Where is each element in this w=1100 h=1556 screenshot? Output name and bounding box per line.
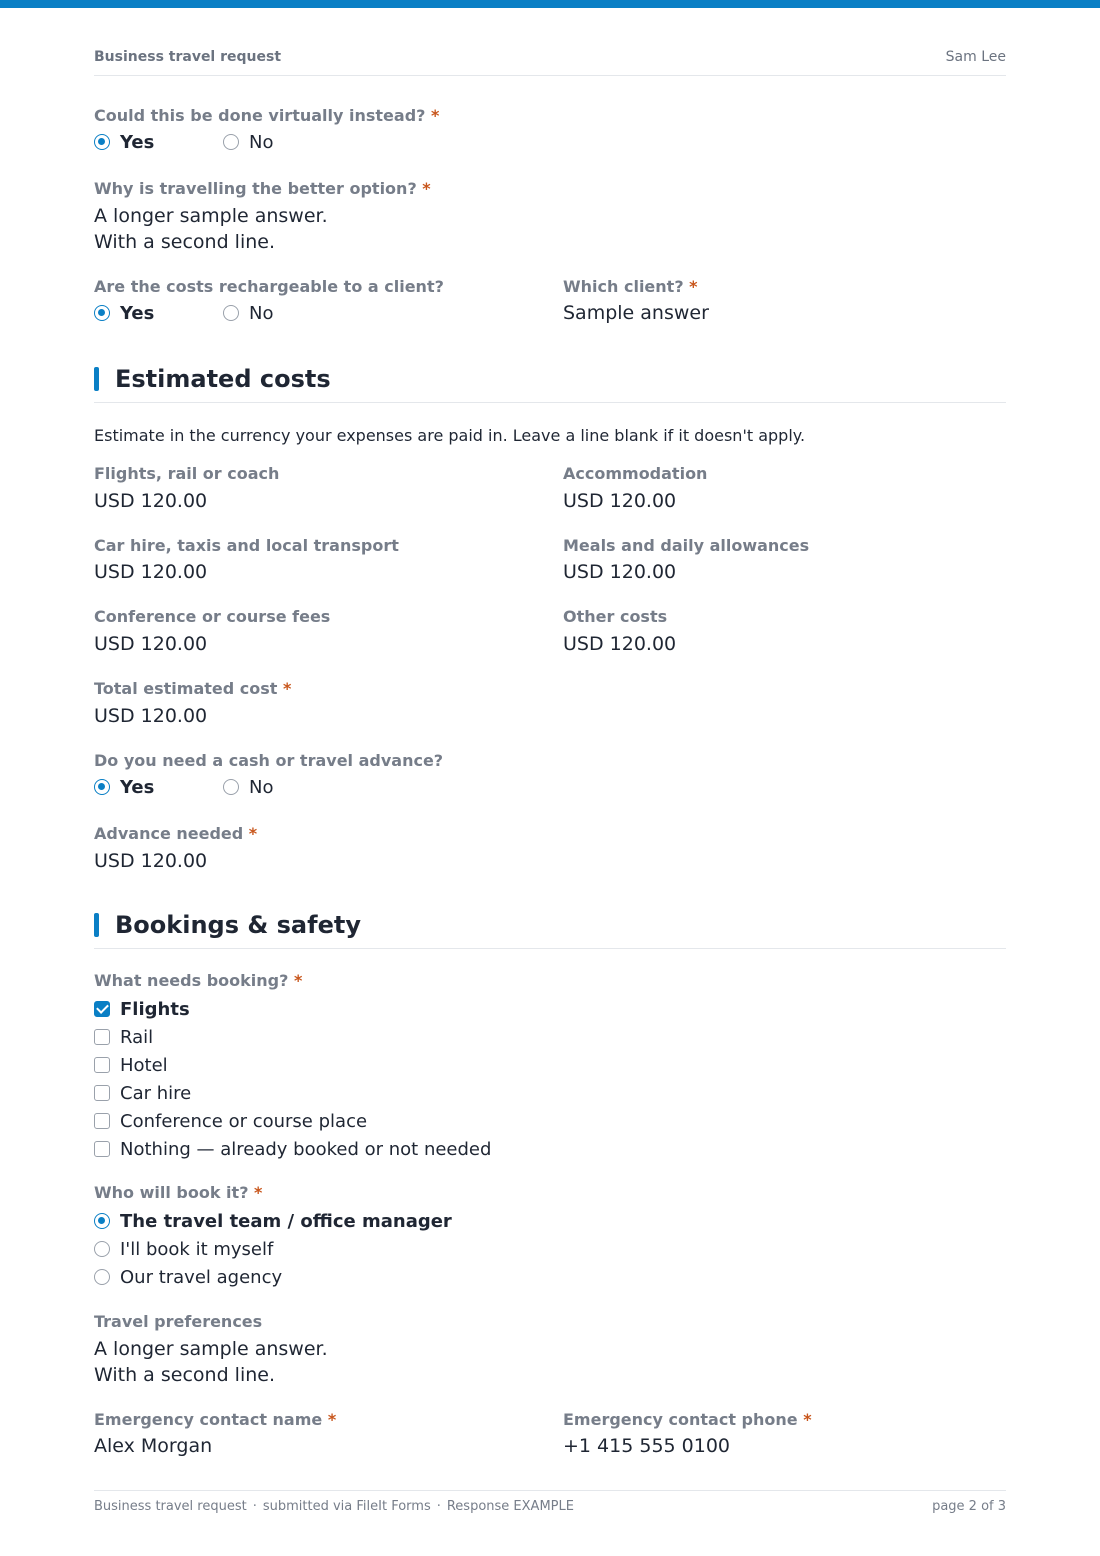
radio-option-myself[interactable]: I'll book it myself xyxy=(94,1235,452,1263)
checkbox-option-hotel[interactable]: Hotel xyxy=(94,1051,491,1079)
header-divider xyxy=(94,75,1006,76)
checkbox-option-car-hire[interactable]: Car hire xyxy=(94,1079,491,1107)
checkbox-option-flights[interactable]: Flights xyxy=(94,995,491,1023)
field-value-accommodation: USD 120.00 xyxy=(563,490,677,512)
field-value-emergency-phone: +1 415 555 0100 xyxy=(563,1435,731,1457)
field-label-car: Car hire, taxis and local transport xyxy=(94,536,399,555)
field-value-advance: USD 120.00 xyxy=(94,850,208,872)
checkbox-group-booking-needs xyxy=(94,995,491,1163)
checkbox-empty-icon[interactable] xyxy=(94,1141,110,1157)
field-label-preferences: Travel preferences xyxy=(94,1312,263,1331)
question-label-recharge: Are the costs rechargeable to a client? xyxy=(94,277,444,296)
field-value-car: USD 120.00 xyxy=(94,561,208,583)
checkbox-checked-icon[interactable] xyxy=(94,1001,110,1017)
radio-empty-icon[interactable] xyxy=(94,1269,110,1285)
section-intro: Estimate in the currency your expenses are paid in. Leave a line blank if it doesn't apply. xyxy=(94,426,806,445)
radio-selected-icon[interactable] xyxy=(94,1213,110,1229)
question-label-why: Why is travelling the better option? * xyxy=(94,179,431,198)
field-label-emergency-name: Emergency contact name * xyxy=(94,1410,337,1429)
radio-empty-icon[interactable] xyxy=(223,305,239,321)
section-divider xyxy=(94,948,1006,949)
radio-empty-icon[interactable] xyxy=(94,1241,110,1257)
field-value-preferences: A longer sample answer. With a second line. xyxy=(94,1338,328,1386)
radio-group-who-books xyxy=(94,1207,452,1291)
field-label-accommodation: Accommodation xyxy=(563,464,708,483)
section-heading-bookings: Bookings & safety xyxy=(94,911,361,939)
section-accent-bar xyxy=(94,367,99,391)
field-label-other: Other costs xyxy=(563,607,668,626)
radio-option-yes[interactable]: Yes xyxy=(94,775,223,799)
checkbox-option-conference[interactable]: Conference or course place xyxy=(94,1107,491,1135)
radio-group-virtual xyxy=(94,130,273,154)
radio-empty-icon[interactable] xyxy=(223,779,239,795)
footer-divider xyxy=(94,1490,1006,1491)
question-label-who-books: Who will book it? * xyxy=(94,1183,263,1202)
field-label-meals: Meals and daily allowances xyxy=(563,536,810,555)
question-label-virtual: Could this be done virtually instead? * xyxy=(94,106,440,125)
section-accent-bar xyxy=(94,913,99,937)
field-value-emergency-name: Alex Morgan xyxy=(94,1435,213,1457)
radio-option-yes[interactable]: Yes xyxy=(94,301,223,325)
radio-empty-icon[interactable] xyxy=(223,134,239,150)
question-label-booking-needs: What needs booking? * xyxy=(94,971,303,990)
field-label-emergency-phone: Emergency contact phone * xyxy=(563,1410,812,1429)
field-value-total: USD 120.00 xyxy=(94,705,208,727)
checkbox-empty-icon[interactable] xyxy=(94,1029,110,1045)
answer-why: A longer sample answer. With a second line. xyxy=(94,205,328,253)
radio-option-yes[interactable]: Yes xyxy=(94,130,223,154)
radio-option-no[interactable]: No xyxy=(223,775,273,799)
answer-client: Sample answer xyxy=(563,302,709,324)
radio-selected-icon[interactable] xyxy=(94,305,110,321)
field-label-flights: Flights, rail or coach xyxy=(94,464,280,483)
form-title: Business travel request xyxy=(94,49,282,65)
checkbox-option-nothing[interactable]: Nothing — already booked or not needed xyxy=(94,1135,491,1163)
field-value-meals: USD 120.00 xyxy=(563,561,677,583)
field-value-conference: USD 120.00 xyxy=(94,633,208,655)
field-label-advance: Advance needed * xyxy=(94,824,258,843)
question-label-advance: Do you need a cash or travel advance? xyxy=(94,751,444,770)
radio-option-agency[interactable]: Our travel agency xyxy=(94,1263,452,1291)
field-label-total: Total estimated cost * xyxy=(94,679,292,698)
form-page xyxy=(94,0,1006,1556)
field-label-conference: Conference or course fees xyxy=(94,607,331,626)
section-divider xyxy=(94,402,1006,403)
radio-option-no[interactable]: No xyxy=(223,130,273,154)
respondent-name: Sam Lee xyxy=(945,49,1006,65)
radio-option-travel-team[interactable]: The travel team / office manager xyxy=(94,1207,452,1235)
radio-selected-icon[interactable] xyxy=(94,779,110,795)
field-value-flights: USD 120.00 xyxy=(94,490,208,512)
question-label-client: Which client? * xyxy=(563,277,698,296)
radio-selected-icon[interactable] xyxy=(94,134,110,150)
section-heading-costs: Estimated costs xyxy=(94,365,331,393)
checkbox-empty-icon[interactable] xyxy=(94,1085,110,1101)
field-value-other: USD 120.00 xyxy=(563,633,677,655)
radio-option-no[interactable]: No xyxy=(223,301,273,325)
checkbox-empty-icon[interactable] xyxy=(94,1057,110,1073)
footer-info: Business travel request · submitted via FileIt Forms · Response EXAMPLE xyxy=(94,1499,574,1514)
page-number: page 2 of 3 xyxy=(932,1499,1006,1514)
radio-group-advance xyxy=(94,775,273,799)
checkbox-option-rail[interactable]: Rail xyxy=(94,1023,491,1051)
radio-group-recharge xyxy=(94,301,273,325)
checkbox-empty-icon[interactable] xyxy=(94,1113,110,1129)
